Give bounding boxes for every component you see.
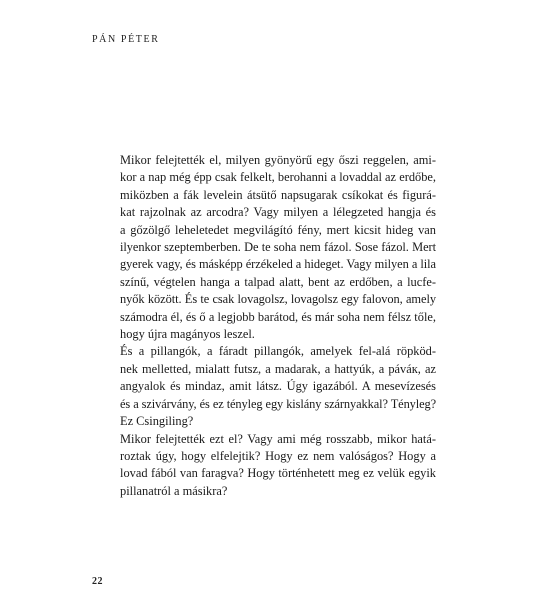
text-line: miközben a fák levelein átsütő napsugarak csíkokat és figurá-: [120, 187, 436, 202]
text-line: nek melletted, mialatt futsz, a madarak, a hattyúk, a páváк, az: [120, 361, 436, 376]
text-line: És a pillangók, a fáradt pillangók, amelyek fel-alá röpköd-: [120, 344, 436, 359]
text-line: angyalok és mindaz, amit látsz. Úgy igazából. A mesevízesés: [120, 379, 436, 394]
paragraph-1: [120, 152, 436, 343]
text-line: pillanatról a másikra?: [120, 483, 228, 498]
body-text: [120, 152, 436, 500]
paragraph-2: [120, 343, 436, 430]
text-line: kor a nap még épp csak felkelt, berohanni a lovaddal az erdőbe,: [120, 170, 436, 185]
text-line: Mikor felejtették el, milyen gyönyörű egy őszi reggelen, ami-: [120, 153, 436, 167]
text-line: és a szivárvány, és ez tényleg egy kislány szárnyakkal? Tényleg?: [120, 396, 436, 411]
text-line: hogy újra magányos leszel.: [120, 327, 255, 342]
text-line: Ez Csingiling?: [120, 414, 194, 429]
text-line: gyerek vagy, és másképp érzékeled a hideget. Vagy milyen a lila: [120, 257, 436, 272]
page-number: 22: [92, 576, 103, 587]
text-line: ilyenkor szeptemberben. De te soha nem fázol. Sose fázol. Mert: [120, 240, 436, 255]
text-line: nyők között. És te csak lovagolsz, lovagolsz egy falovon, amely: [120, 292, 436, 307]
text-line: színű, végtelen hanga a talpad alatt, bent az erdőben, a lucfe-: [120, 274, 436, 289]
text-line: számodra él, és ő a legjobb barátod, és már soha nem félsz tőle,: [120, 309, 436, 324]
text-line: lovad fából van faragva? Hogy történhetett meg ez velük egyik: [120, 466, 436, 481]
running-head: PÁN PÉTER: [92, 34, 160, 45]
text-line: kat rajzolnak az arcodra? Vagy milyen a lélegzeted hangja és: [120, 205, 436, 220]
paragraph-3: [120, 431, 436, 501]
text-line: a gőzölgő leheletedet megvilágító fény, mert kicsit hideg van: [120, 222, 436, 237]
text-line: Mikor felejtették ezt el? Vagy ami még rosszabb, mikor hatá-: [120, 431, 436, 446]
text-line: roztak úgy, hogy elfelejtik? Hogy ez nem valóságos? Hogy a: [120, 448, 436, 463]
